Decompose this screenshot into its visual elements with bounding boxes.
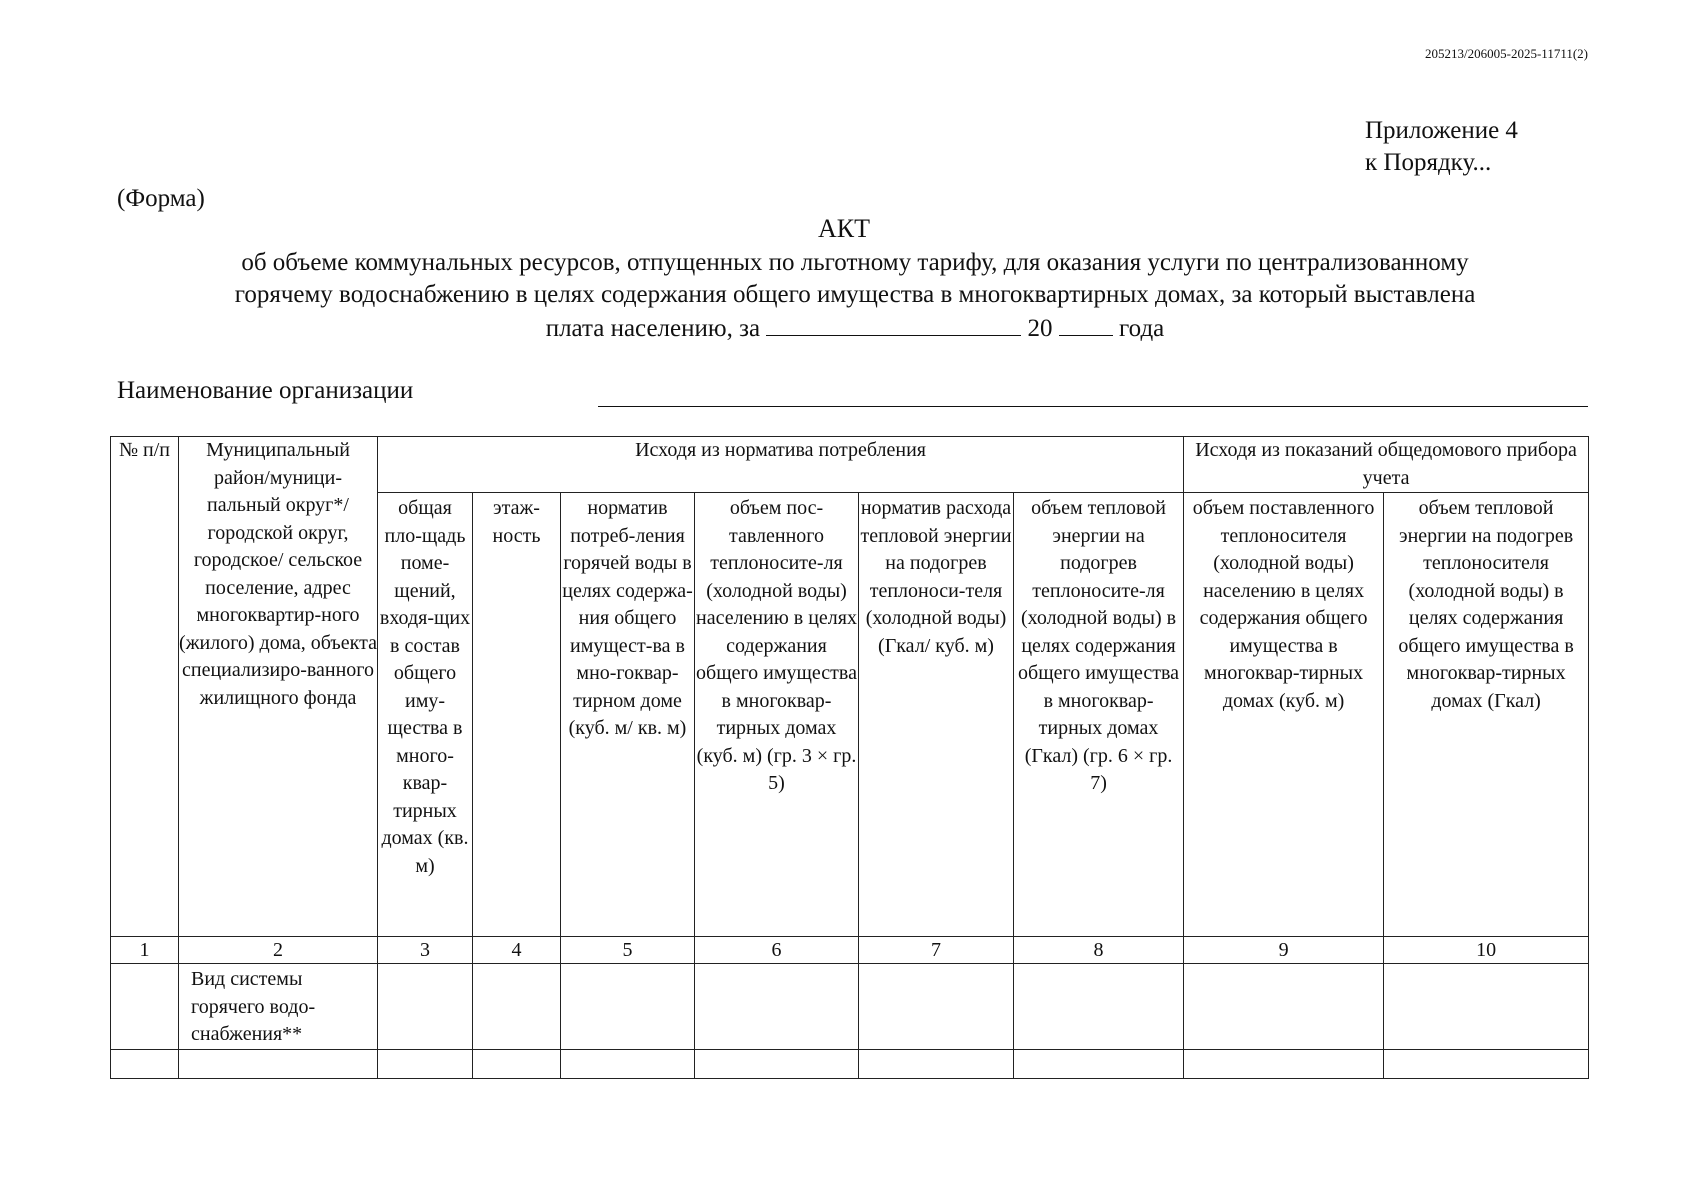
table-cell[interactable] [859, 964, 1014, 1050]
table-row [111, 1049, 1589, 1078]
table-row [111, 964, 1589, 1050]
table-cell[interactable] [378, 964, 473, 1050]
table-cell[interactable] [859, 1049, 1014, 1078]
organization-blank-field[interactable] [598, 406, 1588, 407]
table-cell[interactable] [695, 964, 859, 1050]
column-number: 4 [473, 937, 561, 964]
header-group-meter: Исходя из показаний общедомового прибора учета [1184, 437, 1589, 493]
header-col-6: объем пос-тавленного теплоносите-ля (холодной воды) населению в целях содержания общего имущества в многоквар-тирных домах (куб. м) (гр. 3 × гр. 5) [695, 493, 859, 937]
table-cell[interactable] [1014, 1049, 1184, 1078]
table-cell[interactable] [111, 1049, 179, 1078]
table-cell[interactable] [1384, 964, 1589, 1050]
header-row-groups [111, 437, 1589, 493]
header-col-8: объем тепловой энергии на подогрев теплоносите-ля (холодной воды) в целях содержания общего имущества в многоквар-тирных домах (Гкал) (гр. 6 × гр. 7) [1014, 493, 1184, 937]
column-number: 6 [695, 937, 859, 964]
table-cell[interactable] [378, 1049, 473, 1078]
organization-label: Наименование организации [117, 377, 414, 404]
table-cell[interactable] [473, 964, 561, 1050]
column-number: 7 [859, 937, 1014, 964]
column-number: 2 [179, 937, 378, 964]
subtitle-year-word: года [1119, 315, 1165, 342]
column-number-row [111, 937, 1589, 964]
header-col-2: Муниципальный район/муници-пальный округ*/ городской округ, городское/ сельское поселение, адрес многоквартир-ного (жилого) дома, объекта специализиро-ванного жилищного фонда [179, 437, 378, 937]
annex-line-1: Приложение 4 [1365, 117, 1518, 144]
year-blank-field[interactable] [1059, 311, 1113, 336]
subtitle-period-text: плата населению, за [545, 315, 761, 342]
header-col-4: этаж-ность [473, 493, 561, 937]
table-cell[interactable] [1184, 964, 1384, 1050]
document-number: 205213/206005-2025-11711(2) [1425, 46, 1588, 61]
header-col-3: общая пло-щадь поме-щений, входя-щих в состав общего иму-щества в много-квар-тирных домах (кв. м) [378, 493, 473, 937]
form-label: (Форма) [117, 185, 205, 212]
header-col-10: объем тепловой энергии на подогрев теплоносителя (холодной воды) в целях содержания общего имущества в многоквар-тирных домах (Гкал) [1384, 493, 1589, 937]
act-subtitle [130, 247, 1580, 345]
column-number: 5 [561, 937, 695, 964]
table-cell[interactable] [111, 964, 179, 1050]
subtitle-line-3 [130, 311, 1580, 345]
period-blank-field[interactable] [766, 311, 1021, 336]
column-number: 1 [111, 937, 179, 964]
header-group-norm: Исходя из норматива потребления [378, 437, 1184, 493]
header-col-1: № п/п [111, 437, 179, 937]
subtitle-line-2: горячему водоснабжению в целях содержания общего имущества в многоквартирных домах, за который выставлена [234, 281, 1476, 308]
act-title: АКТ [818, 214, 870, 243]
header-col-7: норматив расхода тепловой энергии на подогрев теплоноси-теля (холодной воды) (Гкал/ куб. м) [859, 493, 1014, 937]
column-number: 3 [378, 937, 473, 964]
column-number: 9 [1184, 937, 1384, 964]
table-cell[interactable] [561, 964, 695, 1050]
table-cell[interactable] [1184, 1049, 1384, 1078]
header-col-9: объем поставленного теплоносителя (холодной воды) населению в целях содержания общего имущества в многоквар-тирных домах (куб. м) [1184, 493, 1384, 937]
header-col-5: норматив потреб-ления горячей воды в целях содержа-ния общего имущест-ва в мно-гоквар-тирном доме (куб. м/ кв. м) [561, 493, 695, 937]
hot-water-system-type-label: Вид системы горячего водо-снабжения** [179, 964, 378, 1050]
act-table [110, 436, 1589, 1079]
subtitle-line-1: об объеме коммунальных ресурсов, отпущенных по льготному тарифу, для оказания услуги по централизованному [241, 249, 1469, 276]
annex-note [1365, 115, 1518, 179]
column-number: 8 [1014, 937, 1184, 964]
subtitle-year-prefix: 20 [1027, 315, 1053, 342]
column-number: 10 [1384, 937, 1589, 964]
table-cell[interactable] [1384, 1049, 1589, 1078]
annex-line-2: к Порядку... [1365, 149, 1492, 176]
table-cell[interactable] [561, 1049, 695, 1078]
table-cell[interactable] [473, 1049, 561, 1078]
table-cell[interactable] [179, 1049, 378, 1078]
table-cell[interactable] [1014, 964, 1184, 1050]
table-cell[interactable] [695, 1049, 859, 1078]
